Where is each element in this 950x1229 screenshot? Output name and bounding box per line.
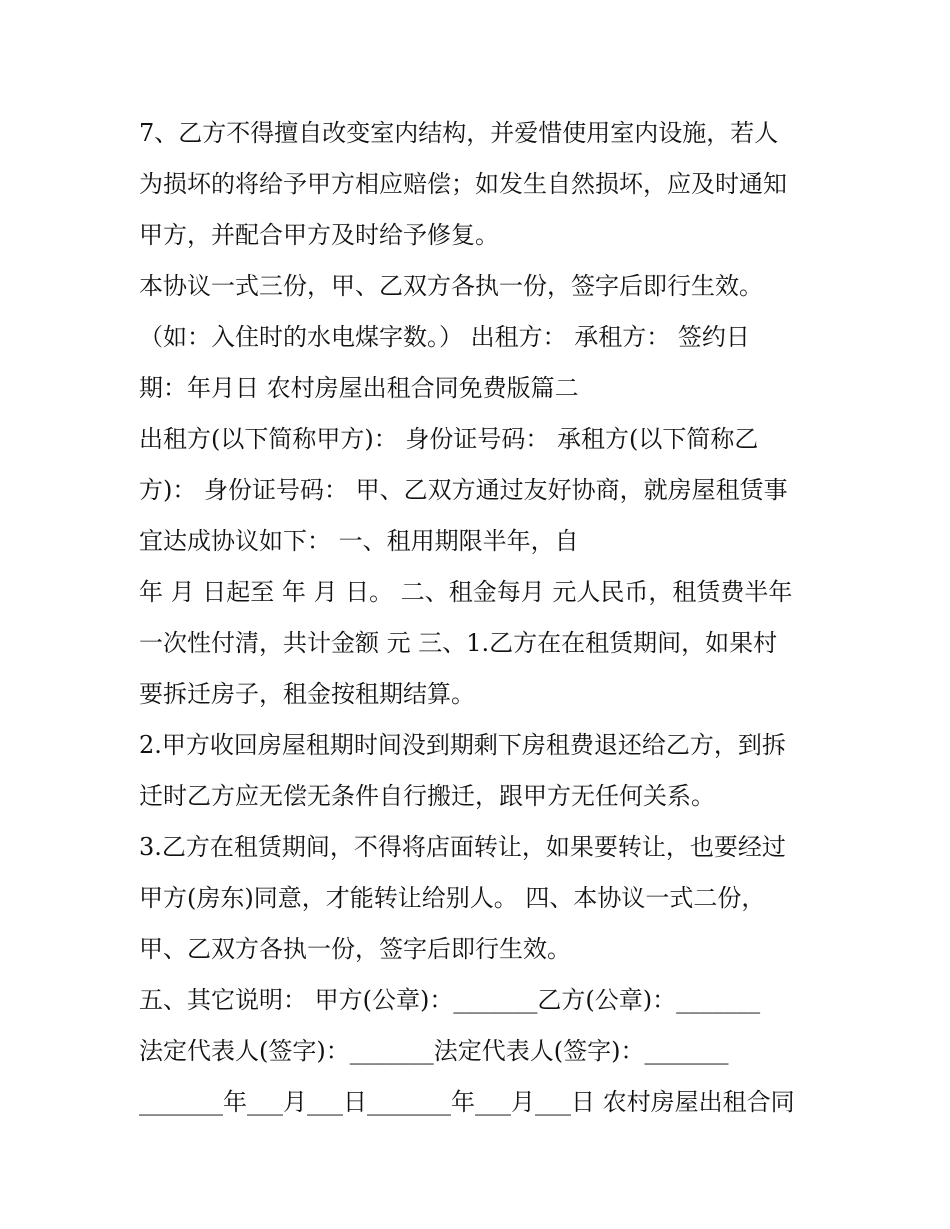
text-line: 宜达成协议如下： 一、租用期限半年，自 (139, 527, 579, 555)
text-line: 甲方，并配合甲方及时给予修复。 (139, 221, 499, 249)
text-line: 五、其它说明： 甲方(公章)：_______乙方(公章)：_______ (139, 986, 761, 1014)
text-line: （如：入住时的水电煤字数。） 出租方： 承租方： 签约日 (139, 323, 750, 351)
document-body (139, 108, 829, 1128)
text-line: 迁时乙方应无偿无条件自行搬迁，跟甲方无任何关系。 (139, 782, 715, 810)
text-line: 本协议一式三份，甲、乙双方各执一份，签字后即行生效。 (139, 272, 763, 300)
text-line: 要拆迁房子，租金按租期结算。 (139, 680, 475, 708)
text-line: 方)： 身份证号码： 甲、乙双方通过友好协商，就房屋租赁事 (139, 476, 788, 504)
text-line: 法定代表人(签字)：_______法定代表人(签字)：_______ (139, 1037, 729, 1065)
text-line: 为损坏的将给予甲方相应赔偿；如发生自然损坏，应及时通知 (139, 170, 787, 198)
text-line: _______年___月___日_______年___月___日 农村房屋出租合同 (139, 1088, 795, 1116)
text-line: 2.甲方收回房屋租期时间没到期剩下房租费退还给乙方，到拆 (139, 731, 786, 759)
text-line: 一次性付清，共计金额 元 三、1.乙方在在租赁期间，如果村 (139, 629, 778, 657)
text-line: 7、乙方不得擅自改变室内结构，并爱惜使用室内设施，若人 (139, 119, 779, 147)
text-line: 3.乙方在租赁期间，不得将店面转让，如果要转让，也要经过 (139, 833, 786, 861)
text-line: 甲方(房东)同意，才能转让给别人。 四、本协议一式二份， (139, 884, 766, 912)
text-line: 甲、乙双方各执一份，签字后即行生效。 (139, 935, 571, 963)
text-line: 期：年月日 农村房屋出租合同免费版篇二 (139, 374, 579, 402)
text-line: 出租方(以下简称甲方)： 身份证号码： 承租方(以下简称乙 (139, 425, 759, 453)
text-line: 年 月 日起至 年 月 日。 二、租金每月 元人民币，租赁费半年 (139, 578, 793, 606)
